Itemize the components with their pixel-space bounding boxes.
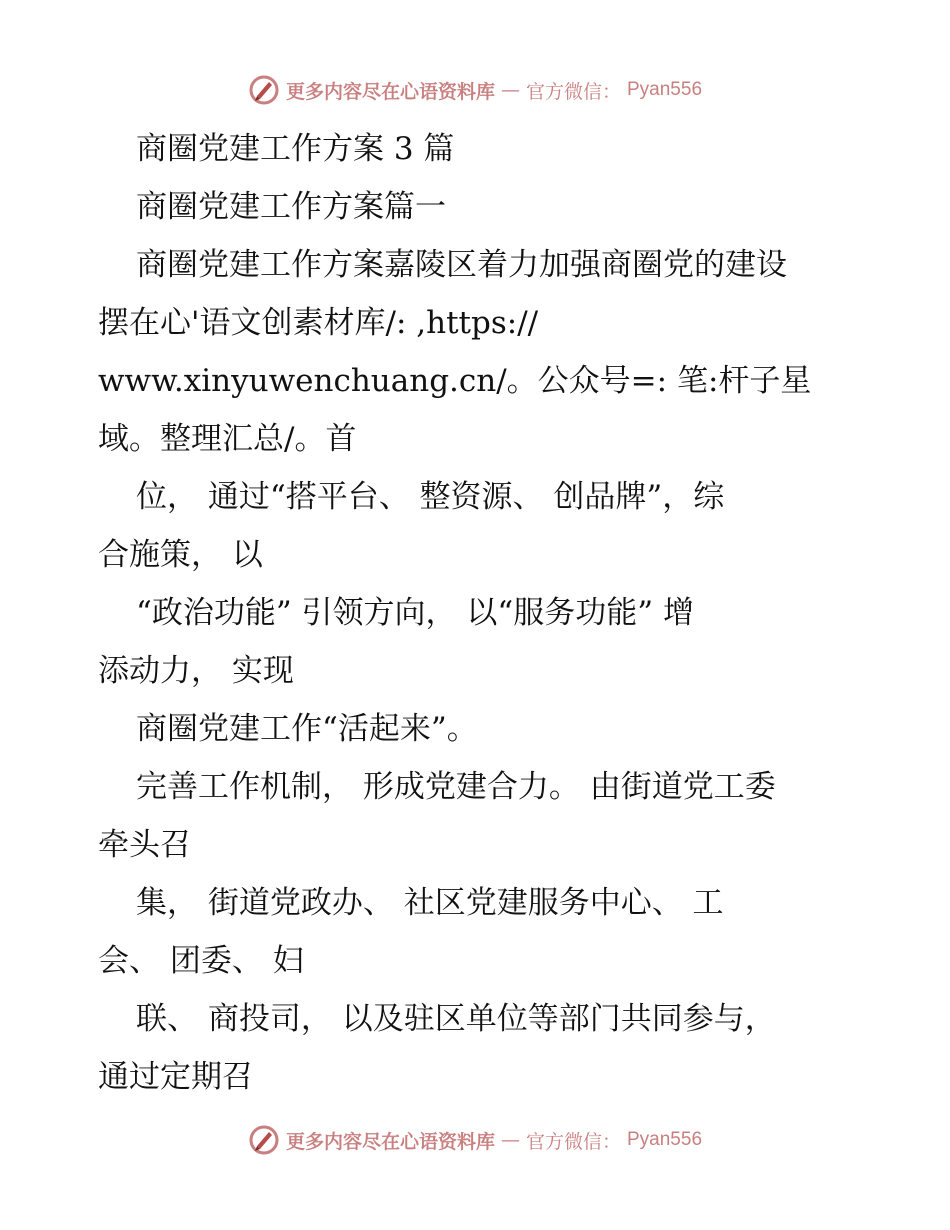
text-line: 通过定期召 [98, 1059, 253, 1095]
text-line: 合施策， 以 [98, 537, 263, 573]
text-line: “政治功能” 引领方向， 以“服务功能” 增 [136, 595, 694, 631]
text-line: 牵头召 [98, 827, 191, 863]
header-banner [0, 70, 950, 110]
text-line: 商圈党建工作方案篇一 [136, 189, 446, 225]
text-line: 位， 通过“搭平台、 整资源、 创品牌”，综 [136, 479, 725, 515]
banner-contact-id: Pyan556 [627, 79, 703, 100]
footer-banner-content [248, 1124, 702, 1156]
text-line: 商圈党建工作方案嘉陵区着力加强商圈党的建设 [136, 247, 787, 283]
banner-separator: — [500, 79, 520, 101]
header-banner-content [248, 74, 702, 106]
banner-contact-label: 官方微信： [525, 80, 621, 103]
banner-text: 更多内容尽在心语资料库 [285, 80, 495, 103]
text-line: 摆在心'语文创素材库/: ,https:// [98, 305, 539, 341]
text-line: 完善工作机制， 形成党建合力。 由街道党工委 [136, 769, 776, 805]
banner-separator: — [500, 1129, 520, 1151]
text-line: 域。整理汇总/。首 [98, 421, 357, 457]
text-line: 添动力， 实现 [98, 653, 294, 689]
document-body [98, 120, 858, 1106]
text-line: www.xinyuwenchuang.cn/。公众号=: 笔:杆子星 [98, 363, 812, 399]
banner-contact-id: Pyan556 [627, 1129, 703, 1150]
text-line: 会、 团委、 妇 [98, 943, 304, 979]
pen-logo-icon [248, 74, 280, 106]
text-line: 商圈党建工作方案 3 篇 [136, 131, 455, 167]
text-line: 商圈党建工作“活起来”。 [136, 711, 478, 747]
footer-banner [0, 1120, 950, 1160]
text-line: 集， 街道党政办、 社区党建服务中心、 工 [136, 885, 724, 921]
banner-text: 更多内容尽在心语资料库 [285, 1130, 495, 1153]
banner-contact-label: 官方微信： [525, 1130, 621, 1153]
text-line: 联、 商投司， 以及驻区单位等部门共同参与， [136, 1001, 776, 1037]
pen-logo-icon [248, 1124, 280, 1156]
